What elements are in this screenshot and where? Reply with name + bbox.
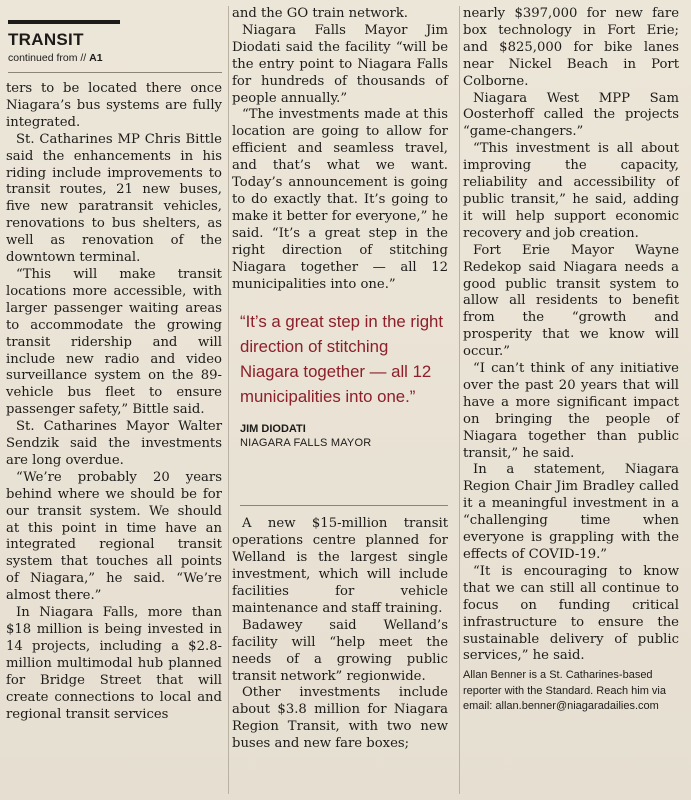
paragraph: Badawey said Welland’s facility will “help meet the needs of a growing public transit network” regionwide. <box>232 617 448 684</box>
paragraph: and the GO train network. <box>232 6 408 21</box>
paragraph: In a statement, Niagara Region Chair Jim Bradley called it a meaningful investment in a “challenging time when everyone is grappling with the effects of COVID-19.” <box>463 462 679 562</box>
paragraph: Niagara Falls Mayor Jim Diodati said the facility “will be the entry point to Niagara Falls for hundreds of thousands of people annually.” <box>232 22 448 106</box>
paragraph: nearly $397,000 for new fare box technology in Fort Erie; and $825,000 for bike lanes near Nickel Beach in Port Colborne. <box>463 6 679 89</box>
section-title: TRANSIT <box>8 20 120 50</box>
pull-quote-text: “It’s a great step in the right direction of stitching Niagara together — all 12 municipalities into one.” <box>240 312 444 407</box>
continued-text: continued from // <box>8 52 90 64</box>
continued-from-line <box>8 52 222 73</box>
column-3 <box>463 6 679 715</box>
paragraph: “It is encouraging to know that we can still all continue to focus on funding critical infrastructure to ensure the sustainable delivery of public services,” he said. <box>463 563 679 664</box>
paragraph: Other investments include about $3.8 million for Niagara Region Transit, with two new buses and new fare boxes; <box>232 685 448 752</box>
paragraph: “I can’t think of any initiative over the past 20 years that will have a more significant impact on bringing the people of Niagara together than public transit,” he said. <box>463 361 679 461</box>
pull-quote-name: JIM DIODATI <box>240 423 306 436</box>
paragraph: St. Catharines MP Chris Bittle said the enhancements in his riding include improvements to transit routes, 21 new buses, five new paratransit vehicles, renovations to bus shelters, as well as renovation of the downtown terminal. <box>6 131 222 266</box>
paragraph: “This investment is all about improving the capacity, reliability and accessibility of public transit,” he said, adding it will help support economic recovery and job creation. <box>463 141 679 241</box>
paragraph: St. Catharines Mayor Walter Sendzik said the investments are long overdue. <box>6 419 222 468</box>
paragraph: Fort Erie Mayor Wayne Redekop said Niagara needs a good public transit system to allow all residents to benefit from the “growth and prosperity that we know will occur.” <box>463 242 679 360</box>
pull-quote-role: NIAGARA FALLS MAYOR <box>240 437 372 450</box>
paragraph: In Niagara Falls, more than $18 million is being invested in 14 projects, including a $2.8-million multimodal hub planned for Bridge Street that will create connections to local and regional transit services <box>6 605 222 722</box>
column-rule <box>228 6 229 794</box>
paragraph: A new $15-million transit operations centre planned for Welland is the largest single investment, which will include facilities for vehicle maintenance and staff training. <box>232 516 448 616</box>
paragraph: ters to be located there once Niagara’s bus systems are fully integrated. <box>6 81 222 130</box>
paragraph: “We’re probably 20 years behind where we should be for our transit system. We should at this point in time have an integrated regional transit system that touches all points of Niagara,” he said. “We’re almost there.” <box>6 469 222 604</box>
column-rule <box>459 6 460 794</box>
author-byline: Allan Benner is a St. Catharines-based reporter with the Standard. Reach him via email: allan.benner@niagaradailies.com <box>463 669 666 713</box>
column-1 <box>6 6 222 723</box>
paragraph: Niagara West MPP Sam Oosterhoff called the projects “game-changers.” <box>463 90 679 140</box>
column-2 <box>232 6 448 753</box>
pull-quote-box <box>240 309 448 506</box>
paragraph: “The investments made at this location are going to allow for efficient and seamless travel, and that’s what we want. Today’s announcement is going to do exactly that. It’s going to make it better for everyone,” he said. “It’s a great step in the right direction of stitching Niagara together — all 12 municipalities into one.” <box>232 107 448 292</box>
continued-page: A1 <box>89 52 103 64</box>
paragraph: “This will make transit locations more accessible, with larger passenger waiting areas to accommodate the growing transit ridership and will include new radio and video surveillance system on the 89-vehicle bus fleet to ensure passenger safety,” Bittle said. <box>6 266 222 418</box>
